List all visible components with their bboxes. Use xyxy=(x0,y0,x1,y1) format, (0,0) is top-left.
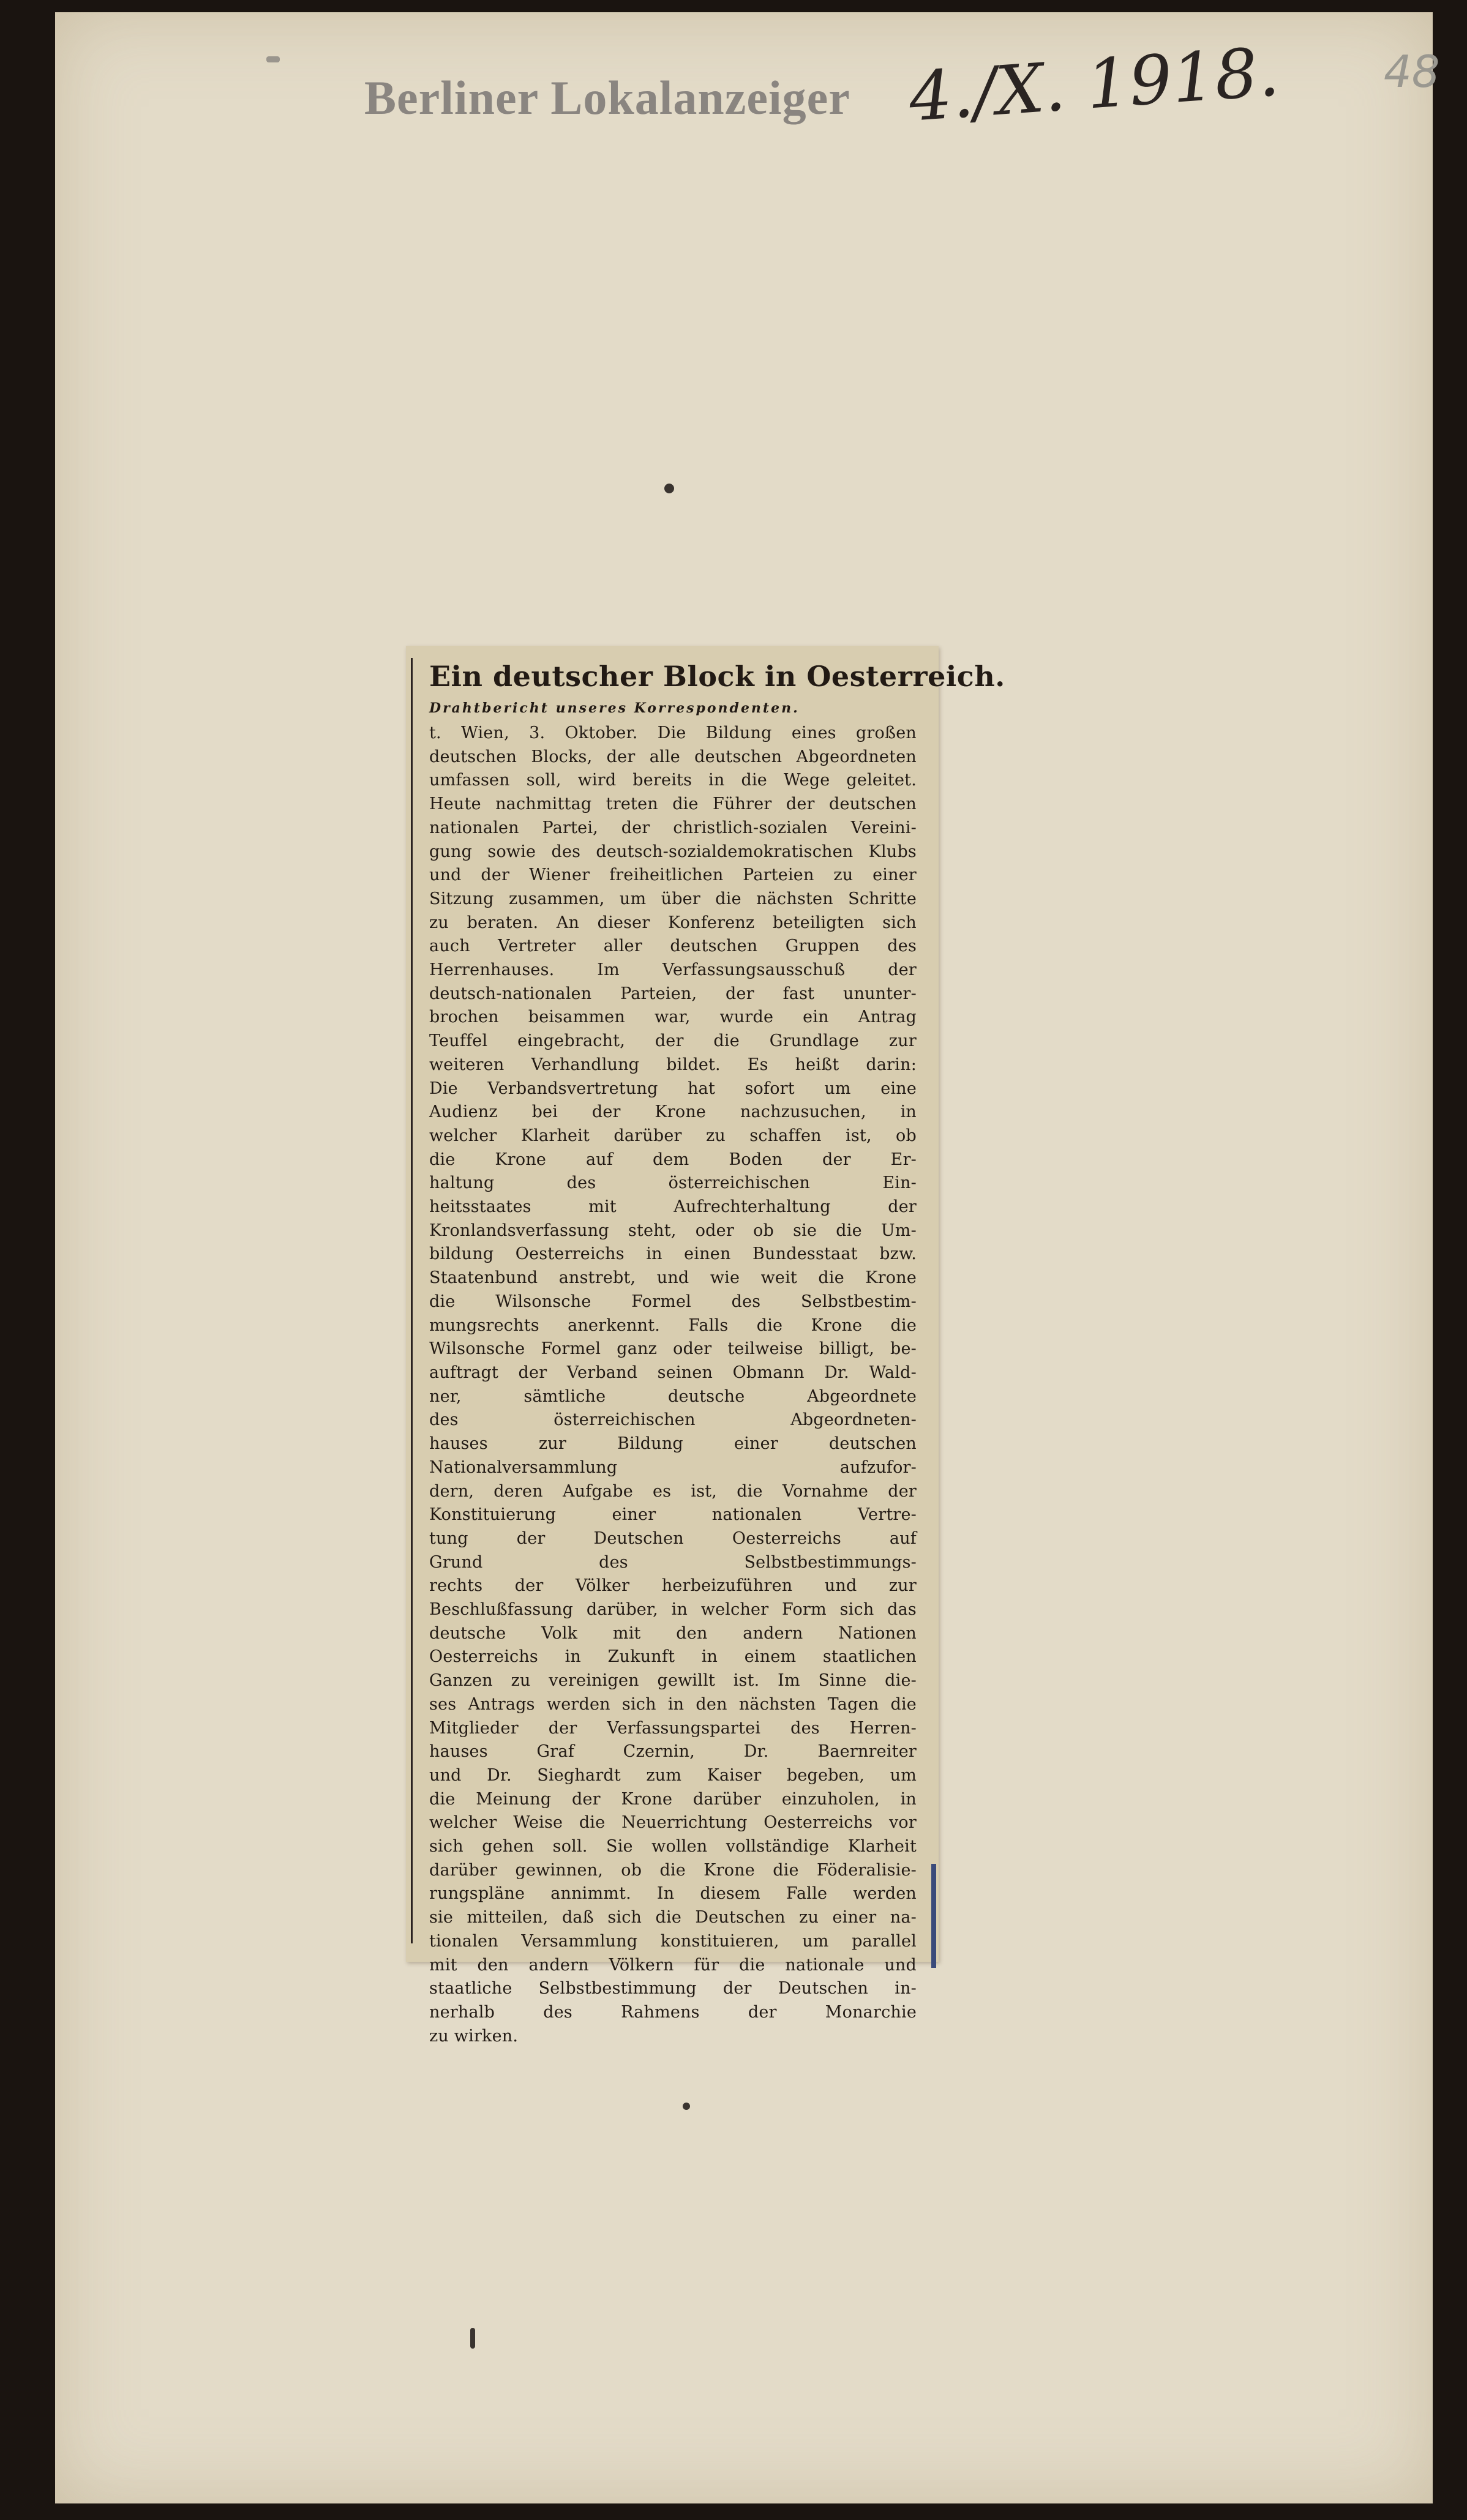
article-line: deutsch-nationalen Parteien, der fast ununter- xyxy=(429,984,917,1003)
article-line: Oesterreichs in Zukunft in einem staatlichen xyxy=(429,1647,917,1667)
article-line: umfassen soll, wird bereits in die Wege geleitet. xyxy=(429,771,917,790)
article-line: gung sowie des deutsch-sozialdemokratischen Klubs xyxy=(429,842,917,861)
article-line: Herrenhauses. Im Verfassungsausschuß der xyxy=(429,960,917,980)
article-line: und der Wiener freiheitlichen Parteien zu einer xyxy=(429,866,917,885)
article-line: Heute nachmittag treten die Führer der deutschen xyxy=(429,795,917,814)
article-line: und Dr. Sieghardt zum Kaiser begeben, um xyxy=(429,1765,917,1785)
article-line: t. Wien, 3. Oktober. Die Bildung eines großen xyxy=(429,723,917,742)
article-line: bildung Oesterreichs in einen Bundesstaat bzw. xyxy=(429,1244,917,1264)
article-line: auch Vertreter aller deutschen Gruppen des xyxy=(429,937,917,956)
clipping-edge-mark xyxy=(411,658,413,1943)
article-line: ner, sämtliche deutsche Abgeordnete xyxy=(429,1386,917,1406)
article-line: zu beraten. An dieser Konferenz beteiligten sich xyxy=(429,913,917,932)
folio-number: 48 xyxy=(1384,46,1440,97)
clipping-subheadline: Drahtbericht unseres Korrespondenten. xyxy=(429,700,800,716)
clipping-body xyxy=(429,722,917,2048)
article-line: mungsrechts anerkennt. Falls die Krone die xyxy=(429,1315,917,1335)
article-line: sie mitteilen, daß sich die Deutschen zu einer na- xyxy=(429,1908,917,1927)
article-line: nationalen Partei, der christlich-sozialen Vereini- xyxy=(429,818,917,837)
article-line: die Meinung der Krone darüber einzuholen, in xyxy=(429,1789,917,1809)
newspaper-stamp: Berliner Lokalanzeiger xyxy=(364,71,850,124)
article-line: deutsche Volk mit den andern Nationen xyxy=(429,1623,917,1643)
article-line: rechts der Völker herbeizuführen und zur xyxy=(429,1576,917,1596)
clipping-headline: Ein deutscher Block in Oesterreich. xyxy=(429,660,1005,693)
article-line: Beschlußfassung darüber, in welcher Form sich das xyxy=(429,1600,917,1620)
article-line: Kronlandsverfassung steht, oder ob sie die Um- xyxy=(429,1221,917,1240)
article-line: welcher Weise die Neuerrichtung Oesterreichs vor xyxy=(429,1813,917,1833)
article-line: tionalen Versammlung konstituieren, um parallel xyxy=(429,1931,917,1951)
article-line: die Wilsonsche Formel des Selbstbestim- xyxy=(429,1292,917,1311)
article-line: nerhalb des Rahmens der Monarchie xyxy=(429,2002,917,2022)
article-line: Staatenbund anstrebt, und wie weit die Krone xyxy=(429,1268,917,1288)
article-line: Mitglieder der Verfassungspartei des Herren- xyxy=(429,1718,917,1738)
article-line: heitsstaates mit Aufrechterhaltung der xyxy=(429,1197,917,1217)
paper-speck xyxy=(266,56,280,62)
article-line: haltung des österreichischen Ein- xyxy=(429,1173,917,1193)
article-line: brochen beisammen war, wurde ein Antrag xyxy=(429,1008,917,1027)
article-line: rungspläne annimmt. In diesem Falle werden xyxy=(429,1884,917,1904)
article-line: Nationalversammlung aufzufor- xyxy=(429,1457,917,1477)
article-line: weiteren Verhandlung bildet. Es heißt darin: xyxy=(429,1055,917,1074)
article-line: tung der Deutschen Oesterreichs auf xyxy=(429,1528,917,1548)
newspaper-clipping xyxy=(406,646,1005,2046)
article-line: die Krone auf dem Boden der Er- xyxy=(429,1150,917,1169)
article-line: Ganzen zu vereinigen gewillt ist. Im Sinne die- xyxy=(429,1671,917,1691)
article-line: welcher Klarheit darüber zu schaffen ist, ob xyxy=(429,1126,917,1145)
article-line: hauses zur Bildung einer deutschen xyxy=(429,1434,917,1454)
clipping-blue-mark xyxy=(931,1864,936,1968)
paper-speck xyxy=(470,2328,475,2349)
paper-speck xyxy=(683,2103,690,2110)
article-line: Die Verbandsvertretung hat sofort um eine xyxy=(429,1079,917,1098)
article-line: mit den andern Völkern für die nationale und xyxy=(429,1955,917,1975)
article-line: ses Antrags werden sich in den nächsten Tagen die xyxy=(429,1694,917,1714)
article-line: auftragt der Verband seinen Obmann Dr. Wald- xyxy=(429,1363,917,1382)
article-line: des österreichischen Abgeordneten- xyxy=(429,1410,917,1430)
article-line: hauses Graf Czernin, Dr. Baernreiter xyxy=(429,1742,917,1762)
article-line: Sitzung zusammen, um über die nächsten Schritte xyxy=(429,889,917,908)
article-line: staatliche Selbstbestimmung der Deutschen in- xyxy=(429,1979,917,1998)
article-line: darüber gewinnen, ob die Krone die Föderalisie- xyxy=(429,1860,917,1880)
handwritten-date: 4./X. 1918. xyxy=(906,32,1282,136)
article-line: Audienz bei der Krone nachzusuchen, in xyxy=(429,1102,917,1122)
article-line: sich gehen soll. Sie wollen vollständige Klarheit xyxy=(429,1837,917,1856)
article-line: deutschen Blocks, der alle deutschen Abgeordneten xyxy=(429,747,917,766)
article-line: dern, deren Aufgabe es ist, die Vornahme der xyxy=(429,1481,917,1501)
article-line: zu wirken. xyxy=(429,2026,519,2046)
article-line: Grund des Selbstbestimmungs- xyxy=(429,1552,917,1572)
paper-speck xyxy=(664,484,674,493)
article-line: Konstituierung einer nationalen Vertre- xyxy=(429,1505,917,1525)
article-line: Teuffel eingebracht, der die Grundlage zur xyxy=(429,1031,917,1051)
article-line: Wilsonsche Formel ganz oder teilweise billigt, be- xyxy=(429,1339,917,1359)
